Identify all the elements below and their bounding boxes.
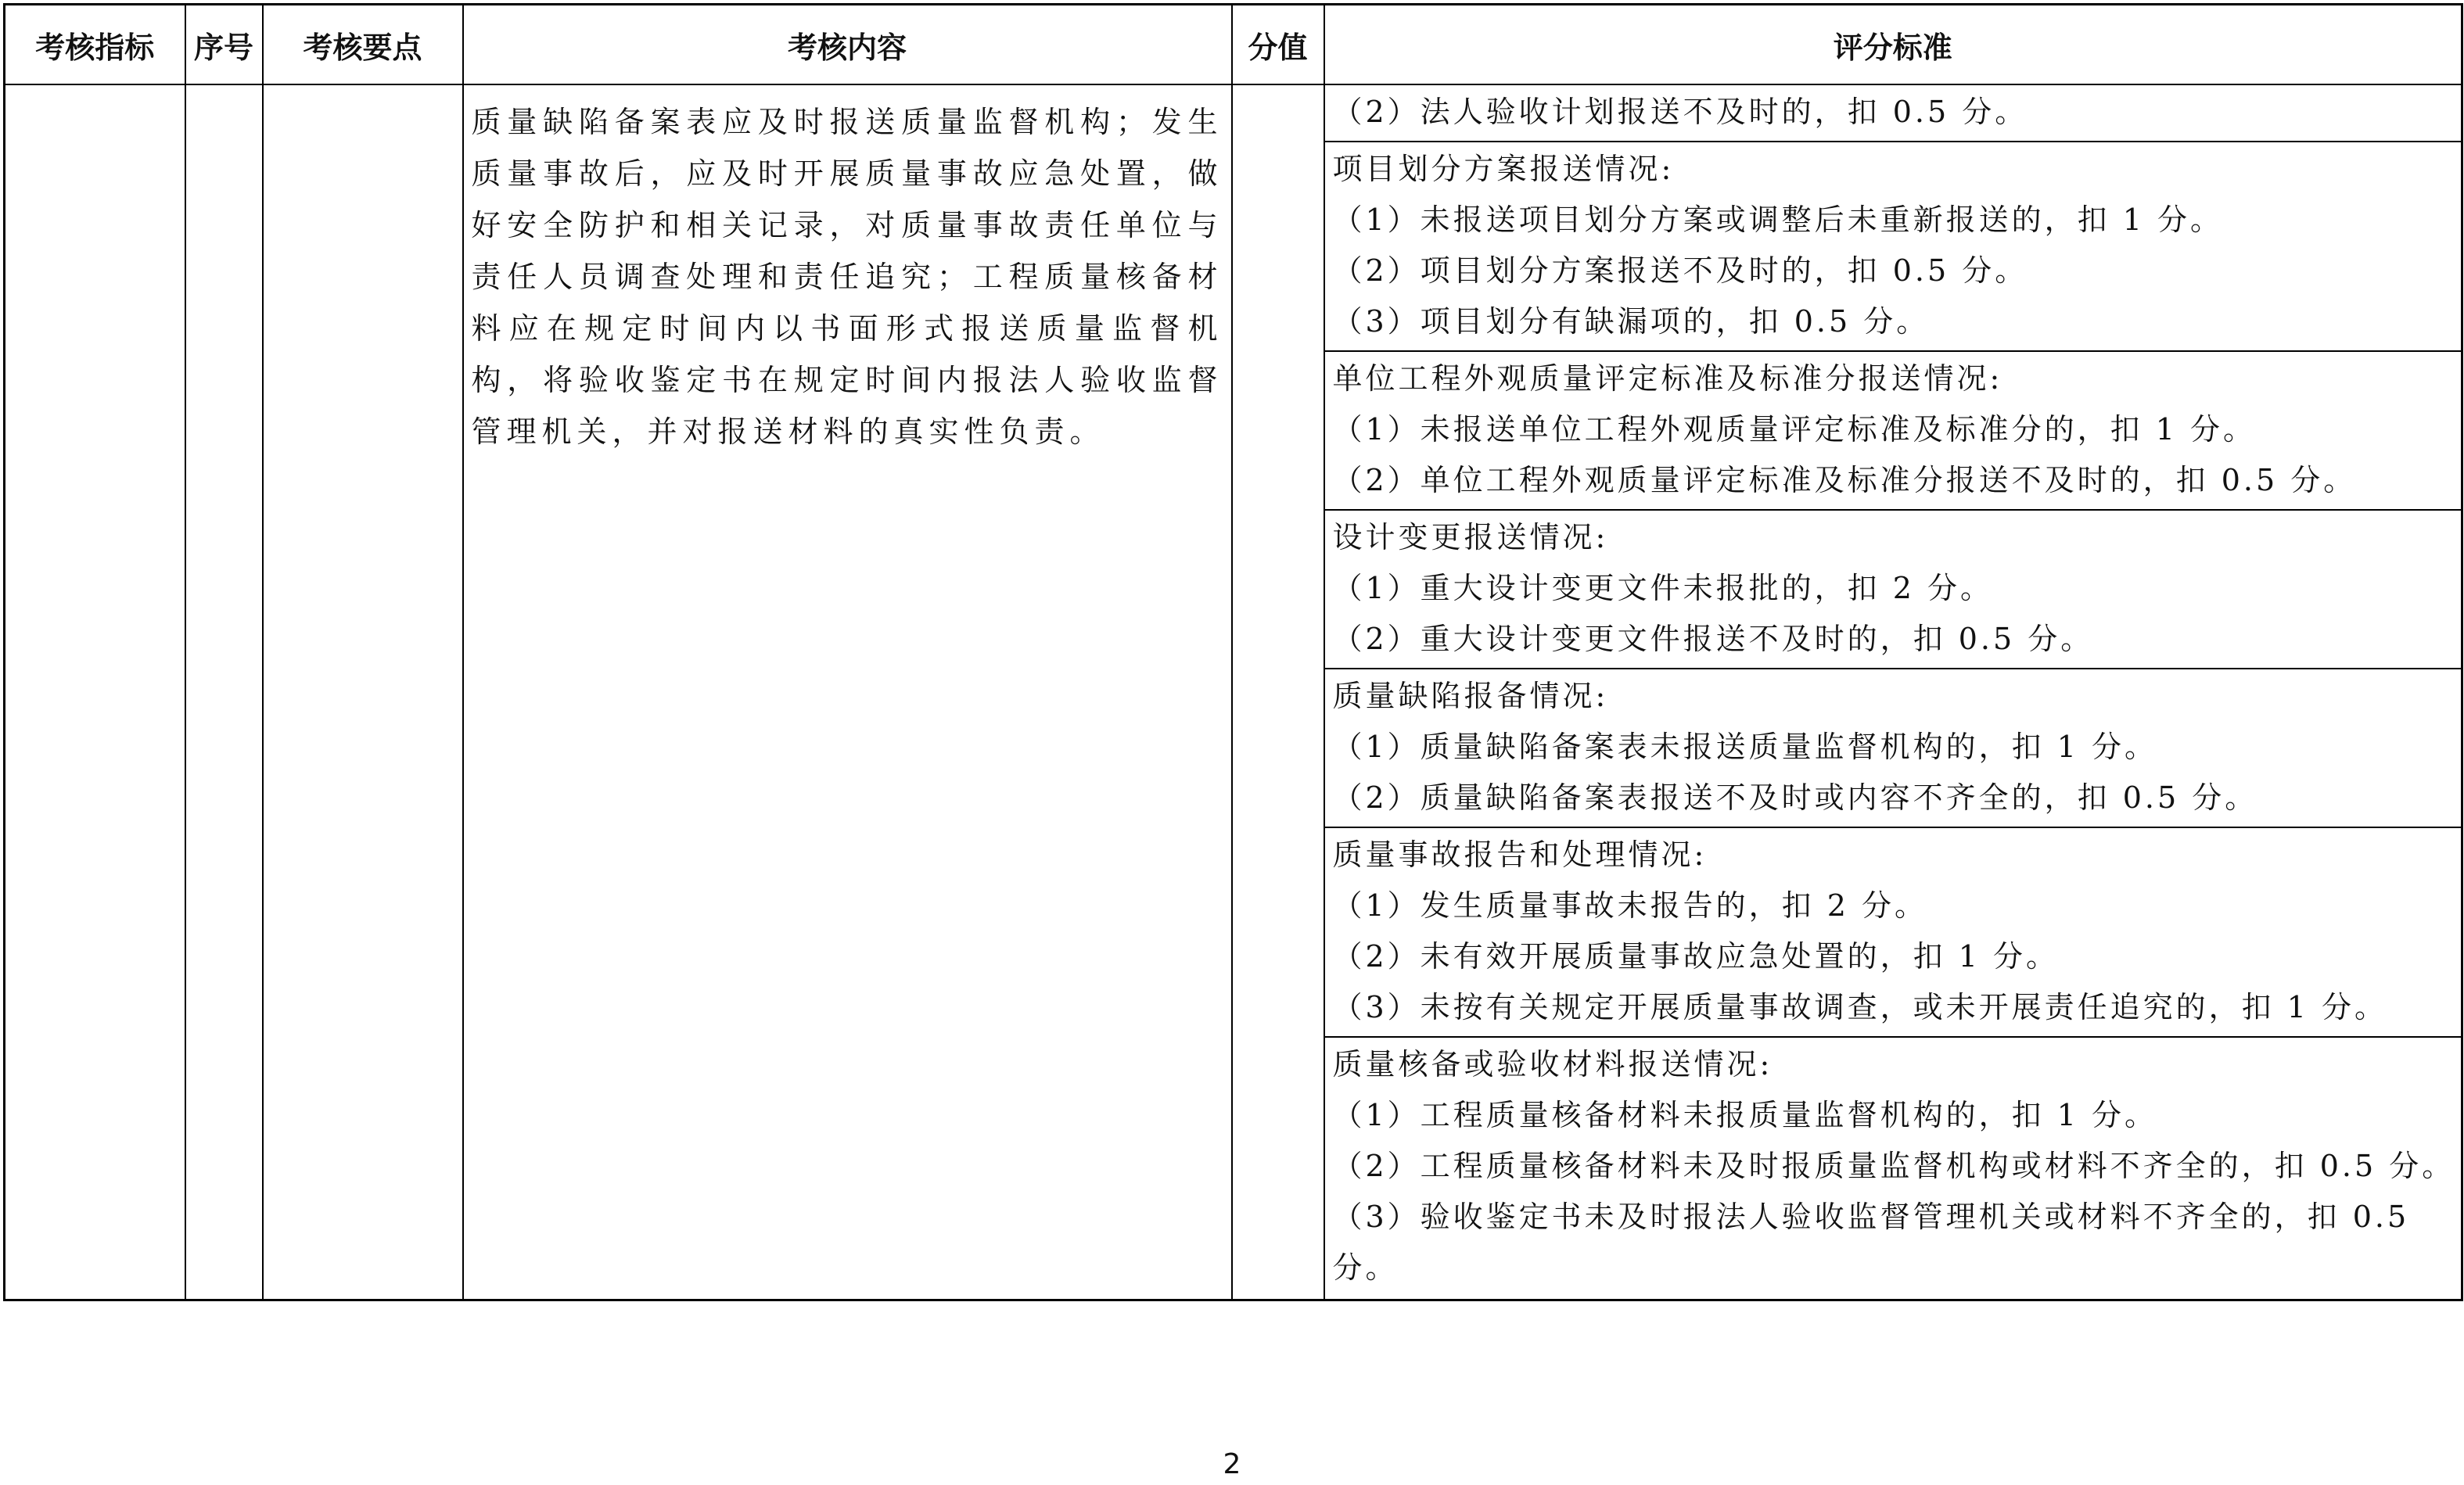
criteria-line: （2）未有效开展质量事故应急处置的，扣 1 分。 xyxy=(1332,939,2060,974)
criteria-heading: 单位工程外观质量评定标准及标准分报送情况: xyxy=(1332,361,2003,396)
header-key-point: 考核要点 xyxy=(263,5,463,85)
criteria-line: （2）单位工程外观质量评定标准及标准分报送不及时的，扣 0.5 分。 xyxy=(1332,463,2357,497)
header-criteria: 评分标准 xyxy=(1324,5,2462,85)
criteria-line: （1）发生质量事故未报告的，扣 2 分。 xyxy=(1332,888,1928,923)
criteria-line: （3）未按有关规定开展质量事故调查，或未开展责任追究的，扣 1 分。 xyxy=(1332,990,2388,1024)
assessment-table xyxy=(3,3,2463,1301)
criteria-block-design-change xyxy=(1325,511,2462,669)
key-point-cell xyxy=(263,84,463,1300)
page-number: 2 xyxy=(1223,1448,1241,1480)
table-row xyxy=(5,84,2462,1300)
criteria-line: （3）项目划分有缺漏项的，扣 0.5 分。 xyxy=(1332,304,1930,339)
criteria-heading: 质量核备或验收材料报送情况: xyxy=(1332,1047,1773,1081)
criteria-block-appearance-standard xyxy=(1325,352,2462,511)
criteria-line: （1）质量缺陷备案表未报送质量监督机构的，扣 1 分。 xyxy=(1332,730,2158,764)
criteria-line: （2）质量缺陷备案表报送不及时或内容不齐全的，扣 0.5 分。 xyxy=(1332,780,2258,815)
header-content: 考核内容 xyxy=(463,5,1232,85)
header-row xyxy=(5,5,2462,85)
criteria-cell xyxy=(1324,84,2462,1300)
criteria-line: （3）验收鉴定书未及时报法人验收监督管理机关或材料不齐全的，扣 0.5 分。 xyxy=(1332,1200,2410,1285)
header-indicator: 考核指标 xyxy=(5,5,185,85)
criteria-line: （2）工程质量核备材料未及时报质量监督机构或材料不齐全的，扣 0.5 分。 xyxy=(1332,1149,2455,1183)
criteria-line: （2）项目划分方案报送不及时的，扣 0.5 分。 xyxy=(1332,253,2028,288)
content-cell: 质量缺陷备案表应及时报送质量监督机构；发生质量事故后，应及时开展质量事故应急处置，做好安全防护和相关记录，对质量事故责任单位与责任人员调查处理和责任追究；工程质量核备材料应在规定时间内以书面形式报送质量监督机构，将验收鉴定书在规定时间内报法人验收监督管理机关，并对报送材料的真实性负责。 xyxy=(463,84,1232,1300)
seq-cell xyxy=(185,84,263,1300)
criteria-line: （2）重大设计变更文件报送不及时的，扣 0.5 分。 xyxy=(1332,622,2094,656)
criteria-line: （1）未报送项目划分方案或调整后未重新报送的，扣 1 分。 xyxy=(1332,203,2224,237)
criteria-block-acceptance-plan xyxy=(1325,85,2462,142)
criteria-heading: 项目划分方案报送情况: xyxy=(1332,152,1675,186)
criteria-line: （1）工程质量核备材料未报质量监督机构的，扣 1 分。 xyxy=(1332,1098,2158,1132)
header-seq: 序号 xyxy=(185,5,263,85)
criteria-line: （2）法人验收计划报送不及时的，扣 0.5 分。 xyxy=(1332,95,2028,129)
criteria-heading: 设计变更报送情况: xyxy=(1332,520,1609,554)
criteria-line: （1）未报送单位工程外观质量评定标准及标准分的，扣 1 分。 xyxy=(1332,412,2257,447)
header-score: 分值 xyxy=(1232,5,1324,85)
indicator-cell xyxy=(5,84,185,1300)
criteria-line: （1）重大设计变更文件未报批的，扣 2 分。 xyxy=(1332,571,1994,605)
criteria-block-project-division xyxy=(1325,142,2462,352)
score-cell xyxy=(1232,84,1324,1300)
criteria-block-verification-materials xyxy=(1325,1038,2462,1297)
criteria-block-defect-report xyxy=(1325,669,2462,828)
criteria-block-accident-handling xyxy=(1325,828,2462,1038)
criteria-heading: 质量缺陷报备情况: xyxy=(1332,679,1609,713)
criteria-heading: 质量事故报告和处理情况: xyxy=(1332,838,1708,872)
